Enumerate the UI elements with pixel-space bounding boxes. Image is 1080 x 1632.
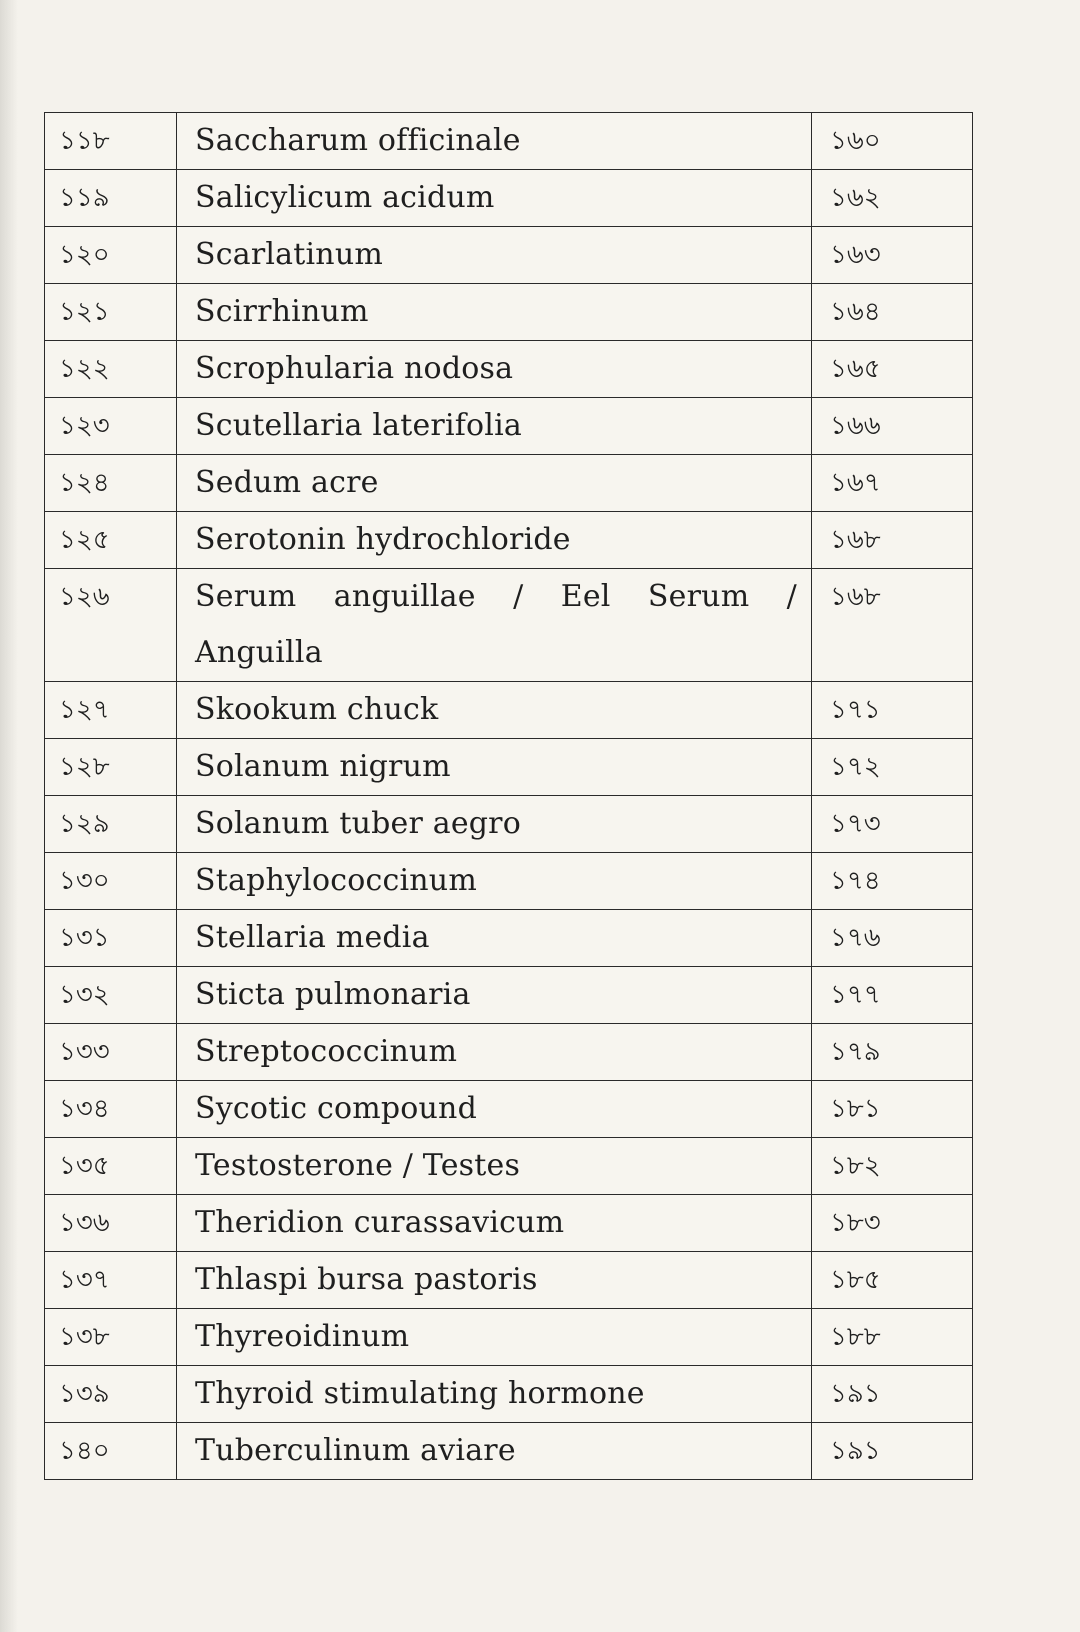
remedy-name: Scarlatinum: [177, 227, 812, 284]
table-row: [45, 853, 973, 910]
remedy-name: Solanum tuber aegro: [177, 796, 812, 853]
page-number: ১৭৭: [812, 967, 973, 1024]
serial-number: ১২৮: [45, 739, 177, 796]
table-row: [45, 967, 973, 1024]
remedy-name: Serum anguillae / Eel Serum / Anguilla: [177, 569, 812, 682]
table-row: [45, 1366, 973, 1423]
page-number: ১৬৩: [812, 227, 973, 284]
serial-number: ১৩৮: [45, 1309, 177, 1366]
serial-number: ১৪০: [45, 1423, 177, 1480]
table-row: [45, 796, 973, 853]
serial-number: ১২৯: [45, 796, 177, 853]
remedy-name: Scutellaria laterifolia: [177, 398, 812, 455]
page-number: ১৭১: [812, 682, 973, 739]
page-number: ১৯১: [812, 1366, 973, 1423]
remedy-name: Solanum nigrum: [177, 739, 812, 796]
table-row: [45, 227, 973, 284]
table-row: [45, 739, 973, 796]
page-number: ১৬২: [812, 170, 973, 227]
page-number: ১৬৮: [812, 569, 973, 682]
serial-number: ১২১: [45, 284, 177, 341]
remedy-name: Sedum acre: [177, 455, 812, 512]
remedy-name: Sycotic compound: [177, 1081, 812, 1138]
table-row: [45, 1309, 973, 1366]
page-number: ১৭২: [812, 739, 973, 796]
page-number: ১৬৬: [812, 398, 973, 455]
serial-number: ১৩৬: [45, 1195, 177, 1252]
table-row: [45, 284, 973, 341]
table-row: [45, 113, 973, 170]
table-row: [45, 1423, 973, 1480]
remedy-name: Thyreoidinum: [177, 1309, 812, 1366]
remedy-name: Scrophularia nodosa: [177, 341, 812, 398]
table-row: [45, 341, 973, 398]
remedy-name: Salicylicum acidum: [177, 170, 812, 227]
remedy-name: Thyroid stimulating hormone: [177, 1366, 812, 1423]
serial-number: ১১৮: [45, 113, 177, 170]
page-number: ১৯১: [812, 1423, 973, 1480]
serial-number: ১৩৭: [45, 1252, 177, 1309]
remedy-name: Saccharum officinale: [177, 113, 812, 170]
table-row: [45, 682, 973, 739]
table-row: [45, 1138, 973, 1195]
serial-number: ১২৭: [45, 682, 177, 739]
serial-number: ১৩৪: [45, 1081, 177, 1138]
serial-number: ১২৩: [45, 398, 177, 455]
serial-number: ১২৫: [45, 512, 177, 569]
serial-number: ১৩০: [45, 853, 177, 910]
table-row: [45, 455, 973, 512]
remedy-index-table: [44, 112, 973, 1480]
serial-number: ১৩৯: [45, 1366, 177, 1423]
serial-number: ১৩৩: [45, 1024, 177, 1081]
table-row: [45, 1252, 973, 1309]
page-number: ১৭৯: [812, 1024, 973, 1081]
table-row: [45, 1195, 973, 1252]
page-number: ১৮১: [812, 1081, 973, 1138]
serial-number: ১৩৫: [45, 1138, 177, 1195]
remedy-name: Theridion curassavicum: [177, 1195, 812, 1252]
page-number: ১৬৫: [812, 341, 973, 398]
remedy-name: Stellaria media: [177, 910, 812, 967]
page-number: ১৭৪: [812, 853, 973, 910]
table-row: [45, 910, 973, 967]
table-row: [45, 170, 973, 227]
table-row: [45, 1081, 973, 1138]
table-row: [45, 569, 973, 682]
page-number: ১৬০: [812, 113, 973, 170]
page-number: ১৮৮: [812, 1309, 973, 1366]
page-number: ১৮২: [812, 1138, 973, 1195]
remedy-name: Thlaspi bursa pastoris: [177, 1252, 812, 1309]
serial-number: ১২০: [45, 227, 177, 284]
remedy-name: Streptococcinum: [177, 1024, 812, 1081]
remedy-name: Tuberculinum aviare: [177, 1423, 812, 1480]
page-number: ১৮৫: [812, 1252, 973, 1309]
table-row: [45, 512, 973, 569]
serial-number: ১২২: [45, 341, 177, 398]
page-number: ১৭৬: [812, 910, 973, 967]
page-number: ১৬৭: [812, 455, 973, 512]
remedy-name: Skookum chuck: [177, 682, 812, 739]
remedy-name: Staphylococcinum: [177, 853, 812, 910]
page-number: ১৮৩: [812, 1195, 973, 1252]
page-edge-shadow: [0, 0, 18, 1632]
table-row: [45, 1024, 973, 1081]
serial-number: ১১৯: [45, 170, 177, 227]
remedy-name: Sticta pulmonaria: [177, 967, 812, 1024]
remedy-name: Testosterone / Testes: [177, 1138, 812, 1195]
page-number: ১৬৪: [812, 284, 973, 341]
page-number: ১৭৩: [812, 796, 973, 853]
remedy-name: Serotonin hydrochloride: [177, 512, 812, 569]
serial-number: ১২৬: [45, 569, 177, 682]
serial-number: ১২৪: [45, 455, 177, 512]
remedy-name: Scirrhinum: [177, 284, 812, 341]
serial-number: ১৩১: [45, 910, 177, 967]
page-number: ১৬৮: [812, 512, 973, 569]
table-row: [45, 398, 973, 455]
serial-number: ১৩২: [45, 967, 177, 1024]
